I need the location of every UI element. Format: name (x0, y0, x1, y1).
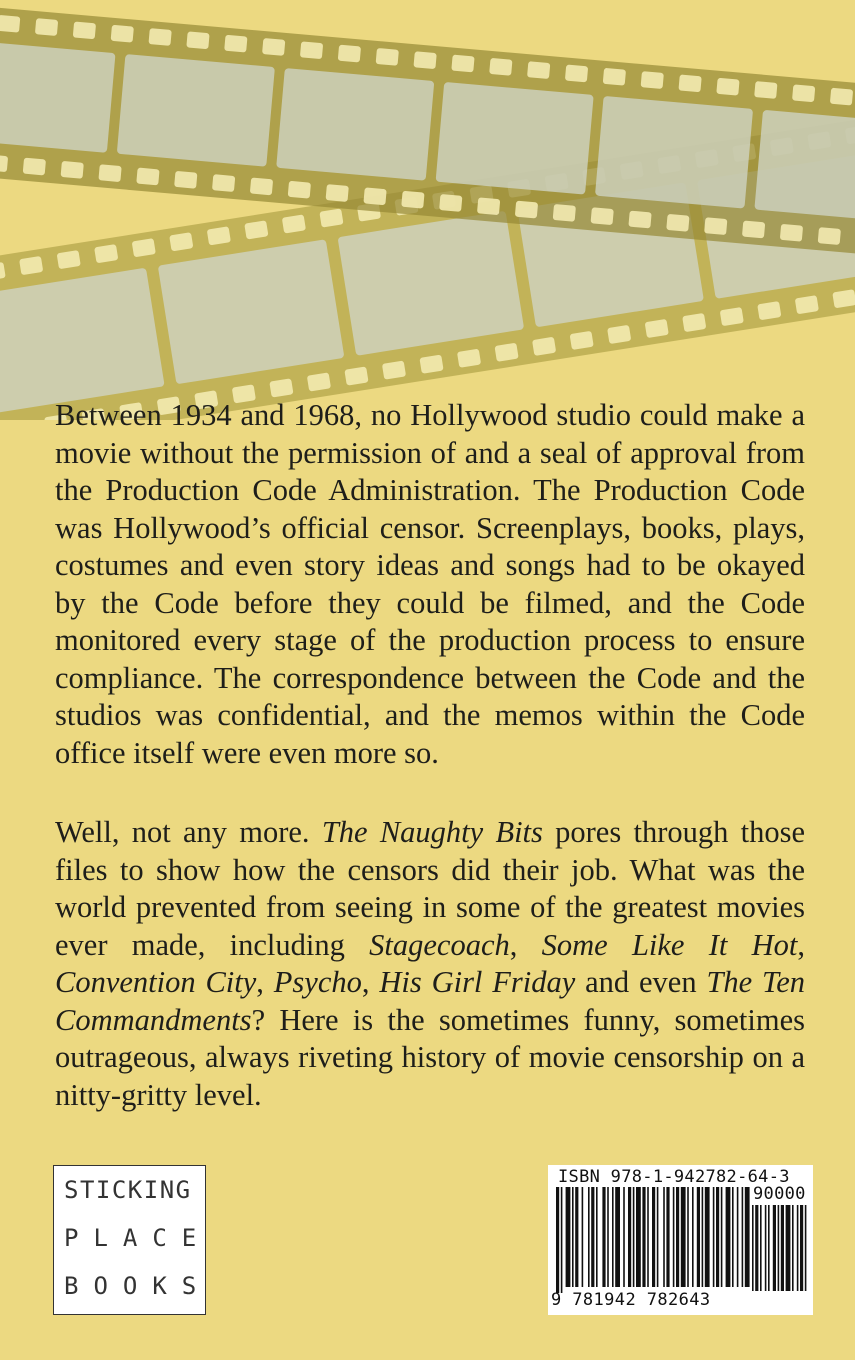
sprocket-hole (451, 55, 474, 73)
addon-barcode-bar (805, 1205, 807, 1291)
sprocket-hole (73, 21, 96, 39)
sprocket-hole (682, 313, 706, 332)
sprocket-hole (401, 191, 424, 209)
sprocket-hole (716, 78, 739, 96)
addon-barcode-bar (752, 1205, 754, 1291)
sprocket-hole (792, 84, 815, 102)
barcode-bar (697, 1187, 700, 1287)
ean-digits: 9 781942 782643 (551, 1290, 711, 1310)
addon-barcode-bar (768, 1205, 770, 1291)
addon-barcode-bar (797, 1205, 799, 1291)
sprocket-hole (565, 64, 588, 82)
sprocket-hole (666, 214, 689, 232)
barcode-bar (745, 1187, 750, 1287)
barcode-bar (633, 1187, 635, 1287)
sprocket-hole (818, 227, 841, 245)
sprocket-hole (477, 197, 500, 215)
sprocket-hole (19, 256, 43, 275)
barcode-bar (612, 1187, 614, 1287)
barcode-bar (681, 1187, 686, 1287)
barcode-bar (588, 1187, 590, 1287)
barcode-bar (561, 1187, 563, 1293)
description-paragraph-2 (55, 814, 805, 1114)
sprocket-hole (288, 181, 311, 199)
publisher-name-line-1: STICKING (64, 1176, 192, 1204)
sprocket-hole (148, 28, 171, 46)
addon-barcode-bar (792, 1205, 794, 1291)
addon-barcode-bar (765, 1205, 767, 1291)
sprocket-hole (338, 45, 361, 63)
sprocket-hole (111, 25, 134, 43)
addon-barcode-bar (781, 1205, 784, 1291)
sprocket-hole (641, 71, 664, 89)
sprocket-hole (645, 319, 669, 338)
film-title-some-like-it-hot: Some Like It Hot (541, 927, 798, 962)
barcode-bar (636, 1187, 641, 1287)
barcode-bar (673, 1187, 675, 1287)
sprocket-hole (494, 343, 518, 362)
barcode-bar (556, 1187, 559, 1293)
sprocket-hole (607, 325, 631, 344)
isbn-number: ISBN 978-1-942782-64-3 (558, 1167, 790, 1187)
film-title-stagecoach: Stagecoach (369, 927, 510, 962)
sprocket-hole (457, 349, 481, 368)
sprocket-hole (515, 201, 538, 219)
addon-barcode-bar (760, 1205, 762, 1291)
book-title: The Naughty Bits (321, 815, 543, 849)
sprocket-hole (169, 232, 193, 251)
film-title-his-girl-friday: His Girl Friday (379, 965, 576, 999)
barcode-bar (726, 1187, 731, 1287)
sprocket-hole (780, 224, 803, 242)
barcode-bar (602, 1187, 605, 1287)
barcode-bar (572, 1187, 574, 1287)
film-frame (276, 68, 434, 181)
barcode-bar (623, 1187, 625, 1287)
barcode-bar (692, 1187, 694, 1287)
barcode-bar (628, 1187, 631, 1287)
sprocket-hole (174, 171, 197, 189)
publisher-name-line-3: BOOKS (64, 1272, 212, 1300)
sprocket-hole (628, 211, 651, 229)
sprocket-hole (591, 207, 614, 225)
sprocket-hole (319, 208, 343, 227)
barcode-bar (591, 1187, 594, 1287)
sprocket-hole (57, 250, 81, 269)
sprocket-hole (132, 238, 156, 257)
paragraph-2-intro: Well, not any more. (55, 815, 322, 849)
barcode-bar (566, 1187, 571, 1287)
film-frame (754, 110, 855, 223)
sprocket-hole (326, 184, 349, 202)
barcode-bar (647, 1187, 649, 1287)
sprocket-hole (678, 74, 701, 92)
sprocket-hole (186, 31, 209, 49)
sprocket-hole (269, 378, 293, 397)
sprocket-hole (0, 15, 20, 33)
sprocket-hole (489, 58, 512, 76)
sprocket-hole (94, 244, 118, 263)
sprocket-hole (382, 360, 406, 379)
barcode-bar (657, 1187, 659, 1287)
barcode-bar (596, 1187, 598, 1287)
sprocket-hole (363, 187, 386, 205)
barcode-bar (663, 1187, 665, 1287)
sprocket-hole (527, 61, 550, 79)
sprocket-hole (757, 301, 781, 320)
sprocket-hole (262, 38, 285, 56)
barcode-bar (705, 1187, 710, 1287)
sprocket-hole (244, 220, 268, 239)
film-title-convention-city: Convention City (55, 965, 257, 999)
sprocket-hole (35, 18, 58, 36)
addon-barcode-bar (778, 1205, 780, 1291)
addon-barcode-bar (755, 1205, 758, 1291)
sprocket-hole (603, 68, 626, 86)
sprocket-hole (553, 204, 576, 222)
film-frame (117, 54, 275, 167)
film-frame (0, 40, 116, 153)
barcode-bar (732, 1187, 734, 1287)
film-frame (436, 82, 594, 195)
addon-barcode-bar (786, 1205, 791, 1291)
paragraph-2-middle: pores through those files to show how the censors did their job. What was the world prevented from seeing in some of the greatest movies ever made, including (55, 815, 805, 962)
sprocket-hole (98, 164, 121, 182)
barcode-bar (742, 1187, 744, 1287)
description-paragraph-1: Between 1934 and 1968, no Hollywood studio could make a movie without the permission of and a seal of approval from the Production Code Administration. The Production Code was Hollywood’s official censor. Screenplays, books, plays, costumes and even story ideas and songs had to be okayed by the Code before they could be filmed, and the Code monitored every stage of the production process to ensure compliance. The correspondence between the Code and the studios was confidential, and the memos within the Code office itself were even more so. (55, 398, 805, 770)
film-strip-illustration (0, 0, 855, 420)
sprocket-hole (61, 161, 84, 179)
separator: , (509, 927, 542, 962)
sprocket-hole (212, 174, 235, 192)
sprocket-hole (376, 48, 399, 66)
price-code: 90000 (753, 1184, 806, 1204)
sprocket-hole (439, 194, 462, 212)
sprocket-hole (704, 217, 727, 235)
sprocket-hole (419, 355, 443, 374)
film-title-psycho: Psycho (273, 965, 362, 999)
isbn-barcode (548, 1165, 813, 1315)
sprocket-hole (720, 307, 744, 326)
sprocket-hole (307, 372, 331, 391)
film-title-ten-commandments: The Ten Commandments (55, 965, 806, 1037)
separator: and even (575, 965, 707, 999)
sprocket-hole (570, 331, 594, 350)
paragraph-2-end: ? Here is the sometimes funny, sometimes outrageous, always riveting history of movie censorship on a nitty-gritty level. (55, 1002, 805, 1112)
sprocket-hole (207, 226, 231, 245)
sprocket-hole (23, 158, 46, 176)
barcode-bar (737, 1187, 739, 1287)
separator: , (361, 965, 380, 999)
barcode-bar (676, 1187, 679, 1287)
barcode-bar (687, 1187, 689, 1287)
sprocket-hole (282, 214, 306, 233)
barcode-bar (702, 1187, 704, 1287)
sprocket-hole (224, 35, 247, 53)
addon-barcode-bar (773, 1205, 776, 1291)
publisher-logo (53, 1165, 212, 1315)
sprocket-hole (742, 221, 765, 239)
sprocket-hole (532, 337, 556, 356)
barcode-bar (713, 1187, 715, 1287)
barcode-bar (652, 1187, 655, 1287)
addon-barcode-bar (800, 1205, 803, 1291)
barcode-bar (666, 1187, 669, 1287)
barcode-bar (721, 1187, 723, 1287)
barcode-bar (716, 1187, 719, 1287)
barcode-bar (607, 1187, 609, 1287)
sprocket-hole (344, 366, 368, 385)
publisher-name-line-2: PLACE (64, 1224, 212, 1252)
sprocket-hole (413, 51, 436, 69)
film-frame (595, 96, 753, 209)
barcode-bar (615, 1187, 620, 1287)
barcode-bar (582, 1187, 584, 1287)
separator: , (256, 965, 274, 999)
sprocket-hole (0, 154, 8, 172)
barcode-bar (575, 1187, 578, 1287)
barcode-bar (642, 1187, 645, 1287)
sprocket-hole (300, 41, 323, 59)
separator: , (797, 927, 805, 962)
sprocket-hole (754, 81, 777, 99)
sprocket-hole (136, 168, 159, 186)
sprocket-hole (795, 295, 819, 314)
sprocket-hole (830, 88, 853, 106)
sprocket-hole (250, 177, 273, 195)
